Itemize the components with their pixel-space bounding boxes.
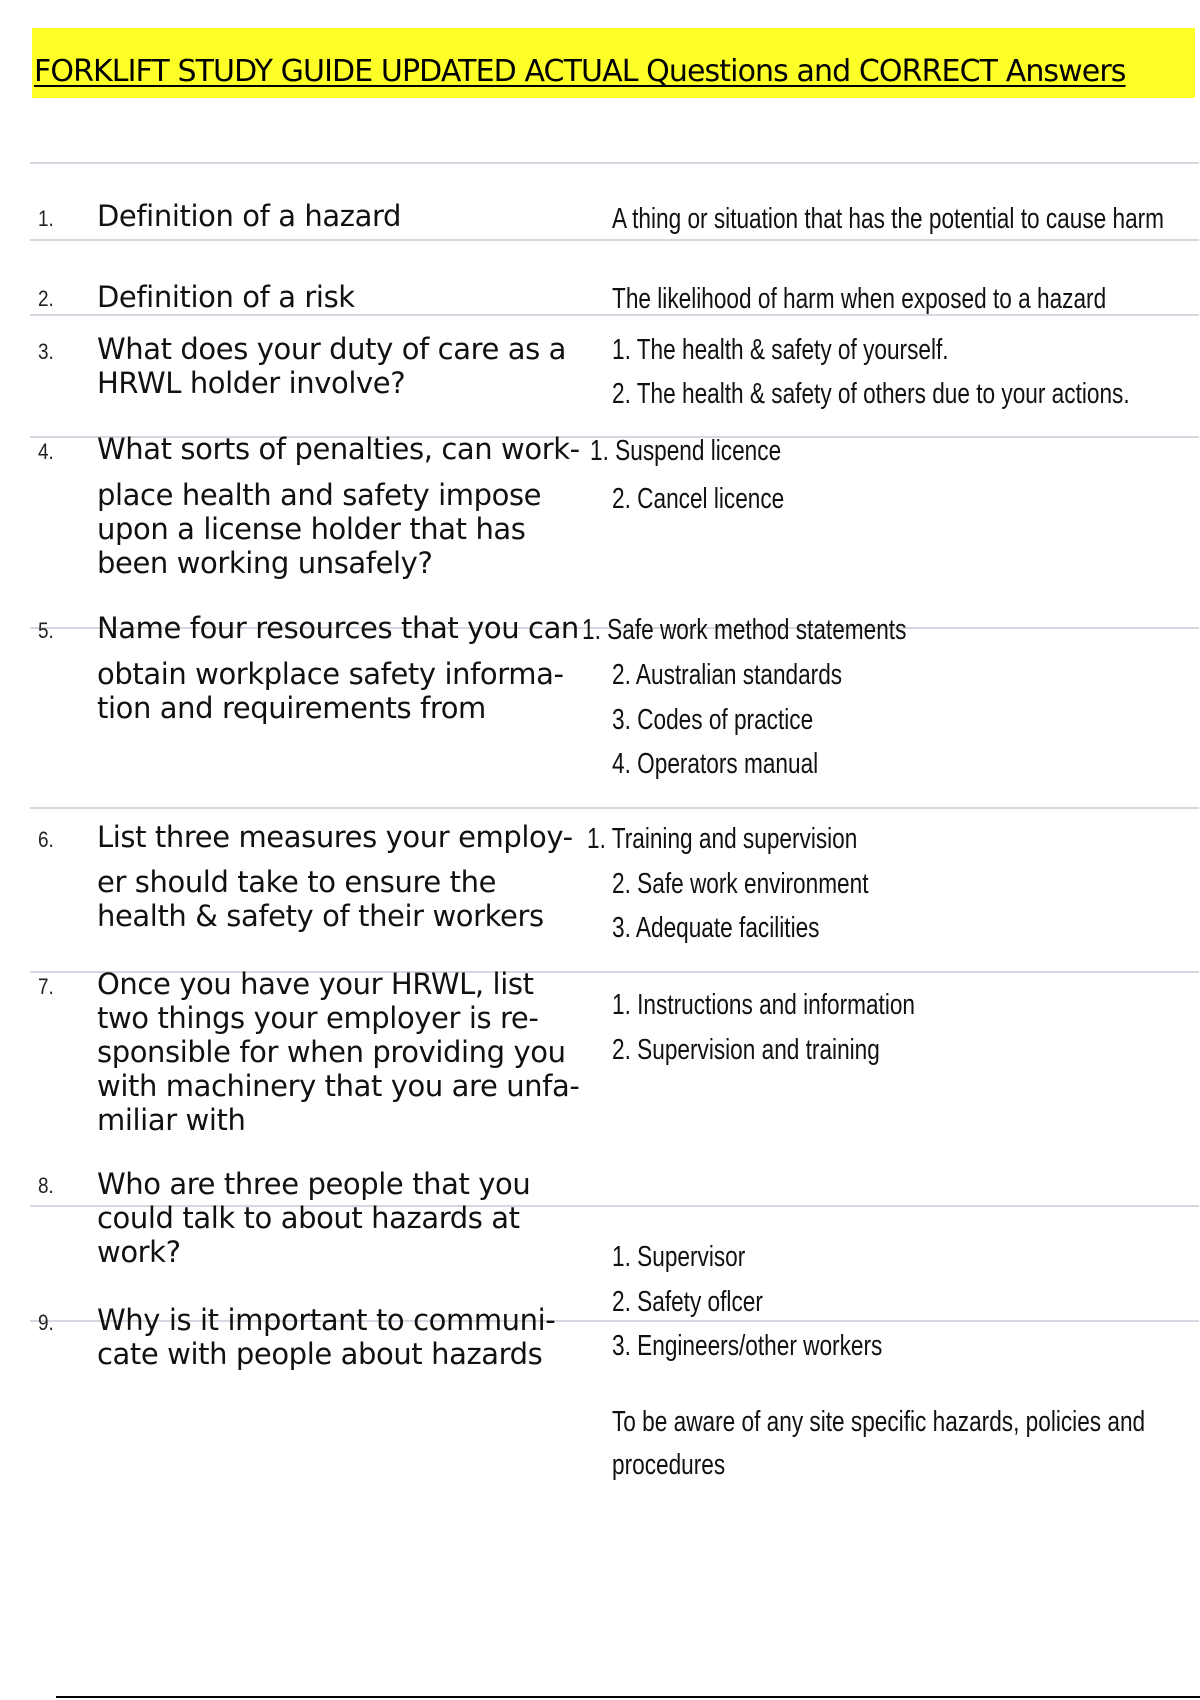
item-8-answer-line: 3. Engineers/other workers <box>612 1330 883 1362</box>
question-line: er should take to ensure the <box>97 865 497 899</box>
question-line: HRWL holder involve? <box>97 366 406 400</box>
item-2-answer: The likelihood of harm when exposed to a hazard <box>612 283 1107 315</box>
item-7-number: 7. <box>38 974 54 999</box>
question-line: cate with people about hazards <box>97 1337 543 1371</box>
item-4-answer-line: 1. Suspend licence <box>590 435 782 467</box>
item-4-question-cont <box>97 478 607 580</box>
question-line: could talk to about hazards at <box>97 1201 520 1235</box>
page-footer-rule <box>56 1696 1200 1698</box>
item-1-question <box>97 199 607 233</box>
item-1-answer: A thing or situation that has the potential to cause harm <box>612 203 1165 235</box>
item-9-question <box>97 1303 607 1371</box>
item-2-number: 2. <box>38 286 54 311</box>
item-5-answer-line: 1. Safe work method statements <box>582 614 907 646</box>
item-8-question <box>97 1167 607 1269</box>
item-8-number: 8. <box>38 1173 54 1198</box>
item-4-number: 4. <box>38 439 54 464</box>
question-line: Name four resources that you can <box>97 611 579 645</box>
question-line: Why is it important to communi- <box>97 1303 556 1337</box>
item-7-answer-line: 2. Supervision and training <box>612 1034 880 1066</box>
item-9-answer-line: procedures <box>612 1449 726 1481</box>
item-2-question <box>97 280 607 314</box>
item-6-answer-line: 3. Adequate facilities <box>612 912 820 944</box>
item-6-answer-line: 2. Safe work environment <box>612 868 869 900</box>
item-3-question <box>97 332 607 400</box>
question-line: with machinery that you are unfa- <box>97 1069 580 1103</box>
question-line: tion and requirements from <box>97 691 486 725</box>
item-5-answer-line: 2. Australian standards <box>612 659 843 691</box>
question-line: What sorts of penalties, can work- <box>97 432 580 466</box>
item-6-answer-line: 1. Training and supervision <box>587 823 858 855</box>
item-5-question-cont <box>97 657 607 725</box>
question-line: work? <box>97 1235 181 1269</box>
item-8-answer-line: 1. Supervisor <box>612 1241 746 1273</box>
question-line: Definition of a hazard <box>97 199 401 233</box>
item-8-answer-line: 2. Safety oflcer <box>612 1286 763 1318</box>
page-title: FORKLIFT STUDY GUIDE UPDATED ACTUAL Questions and CORRECT Answers <box>34 54 1126 89</box>
question-line: obtain workplace safety informa- <box>97 657 564 691</box>
question-line: What does your duty of care as a <box>97 332 566 366</box>
question-line: List three measures your employ- <box>97 820 573 854</box>
item-6-question <box>97 820 607 854</box>
item-6-question-cont <box>97 865 607 933</box>
item-7-question <box>97 967 607 1137</box>
row-divider <box>30 162 1199 164</box>
item-9-answer-line: To be aware of any site specific hazards, policies and <box>612 1406 1146 1438</box>
item-9-number: 9. <box>38 1310 54 1335</box>
question-line: Definition of a risk <box>97 280 355 314</box>
item-4-question <box>97 432 607 466</box>
row-divider <box>30 239 1199 241</box>
question-line: two things your employer is re- <box>97 1001 539 1035</box>
item-7-answer-line: 1. Instructions and information <box>612 989 916 1021</box>
item-5-answer-line: 3. Codes of practice <box>612 704 814 736</box>
question-line: upon a license holder that has <box>97 512 526 546</box>
question-line: sponsible for when providing you <box>97 1035 566 1069</box>
item-1-number: 1. <box>38 206 54 231</box>
question-line: miliar with <box>97 1103 246 1137</box>
question-line: place health and safety impose <box>97 478 542 512</box>
item-3-answer-line: 2. The health & safety of others due to your actions. <box>612 378 1130 410</box>
item-3-number: 3. <box>38 339 54 364</box>
question-line: Who are three people that you <box>97 1167 531 1201</box>
question-line: health & safety of their workers <box>97 899 544 933</box>
item-3-answer-line: 1. The health & safety of yourself. <box>612 334 949 366</box>
item-5-question <box>97 611 607 645</box>
question-line: been working unsafely? <box>97 546 433 580</box>
item-5-number: 5. <box>38 618 54 643</box>
question-line: Once you have your HRWL, list <box>97 967 534 1001</box>
item-6-number: 6. <box>38 827 54 852</box>
item-5-answer-line: 4. Operators manual <box>612 748 819 780</box>
item-4-answer-line: 2. Cancel licence <box>612 483 785 515</box>
row-divider <box>30 807 1199 809</box>
